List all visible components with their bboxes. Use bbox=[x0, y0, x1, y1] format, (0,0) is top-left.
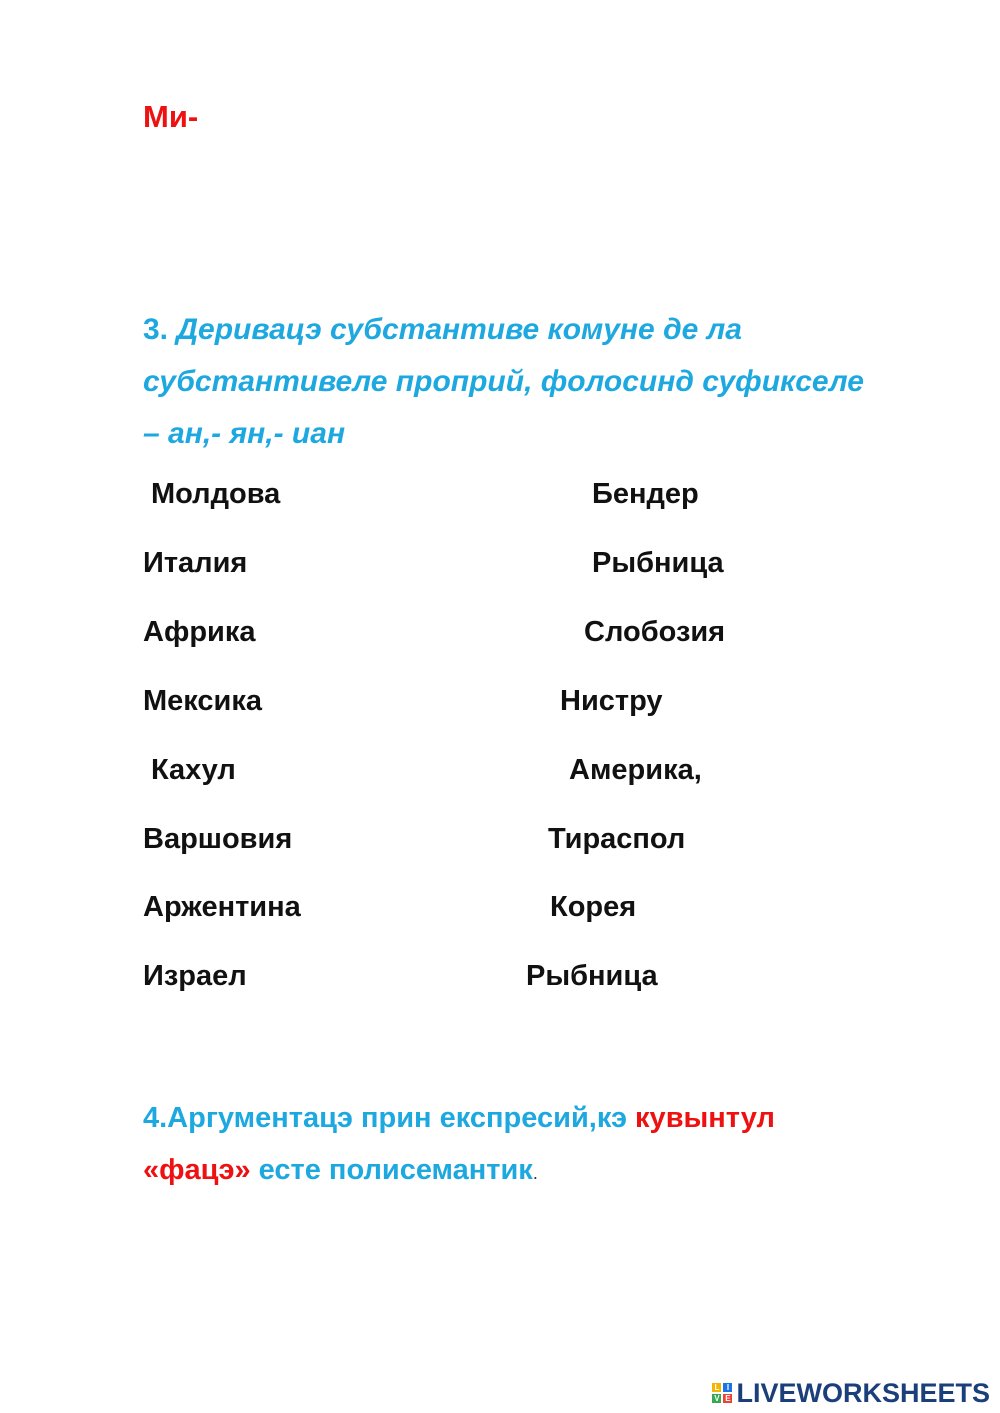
task4-text-2: есте полисемантик bbox=[250, 1154, 533, 1186]
word-left-6: Варшовия bbox=[143, 823, 293, 855]
word-left-1: Молдова bbox=[151, 478, 281, 510]
task3-line-2: субстантивеле проприй, фолосинд суфикселе bbox=[143, 365, 864, 398]
logo-letter-l: L bbox=[712, 1383, 721, 1392]
word-right-1: Бендер bbox=[592, 478, 699, 510]
word-right-3: Слобозия bbox=[584, 616, 726, 648]
task3-line-3: – ан,- ян,- иан bbox=[143, 417, 346, 450]
word-left-4: Мексика bbox=[143, 685, 263, 717]
task4-line-2 bbox=[143, 1144, 775, 1199]
task4-line-1 bbox=[143, 1092, 775, 1144]
word-right-4: Нистру bbox=[560, 685, 663, 717]
word-right-7: Корея bbox=[550, 891, 637, 923]
word-right-5: Америка, bbox=[569, 754, 702, 786]
logo-letter-e: E bbox=[725, 1394, 731, 1403]
task4-highlight-word: кувынтул bbox=[635, 1102, 775, 1134]
logo-mark-icon bbox=[712, 1383, 732, 1403]
word-right-6: Тираспол bbox=[548, 823, 686, 855]
task4-highlight-quote: «фацэ» bbox=[143, 1154, 251, 1186]
word-left-5: Кахул bbox=[151, 754, 236, 786]
word-right-8: Рыбница bbox=[526, 960, 658, 992]
task3-number: 3. bbox=[143, 313, 169, 346]
word-right-2: Рыбница bbox=[592, 547, 724, 579]
word-left-2: Италия bbox=[143, 547, 248, 579]
word-left-7: Аржентина bbox=[143, 891, 301, 923]
logo-letter-i: I bbox=[723, 1383, 732, 1392]
task3-line-1 bbox=[143, 304, 864, 356]
task4-instruction bbox=[143, 1092, 775, 1199]
word-left-3: Африка bbox=[143, 616, 256, 648]
word-left-8: Израел bbox=[143, 960, 247, 992]
logo-letter-v: V bbox=[714, 1394, 720, 1403]
prefix-mi: Ми- bbox=[143, 99, 199, 134]
liveworksheets-logo bbox=[712, 1379, 990, 1407]
task3-instruction bbox=[143, 304, 864, 460]
task3-text-1: Деривацэ субстантиве комуне де ла bbox=[176, 313, 742, 346]
task4-text-1: 4.Аргументацэ прин експресий,кэ bbox=[143, 1102, 636, 1134]
task4-period: . bbox=[532, 1163, 538, 1183]
logo-text: LIVEWORKSHEETS bbox=[736, 1377, 990, 1408]
